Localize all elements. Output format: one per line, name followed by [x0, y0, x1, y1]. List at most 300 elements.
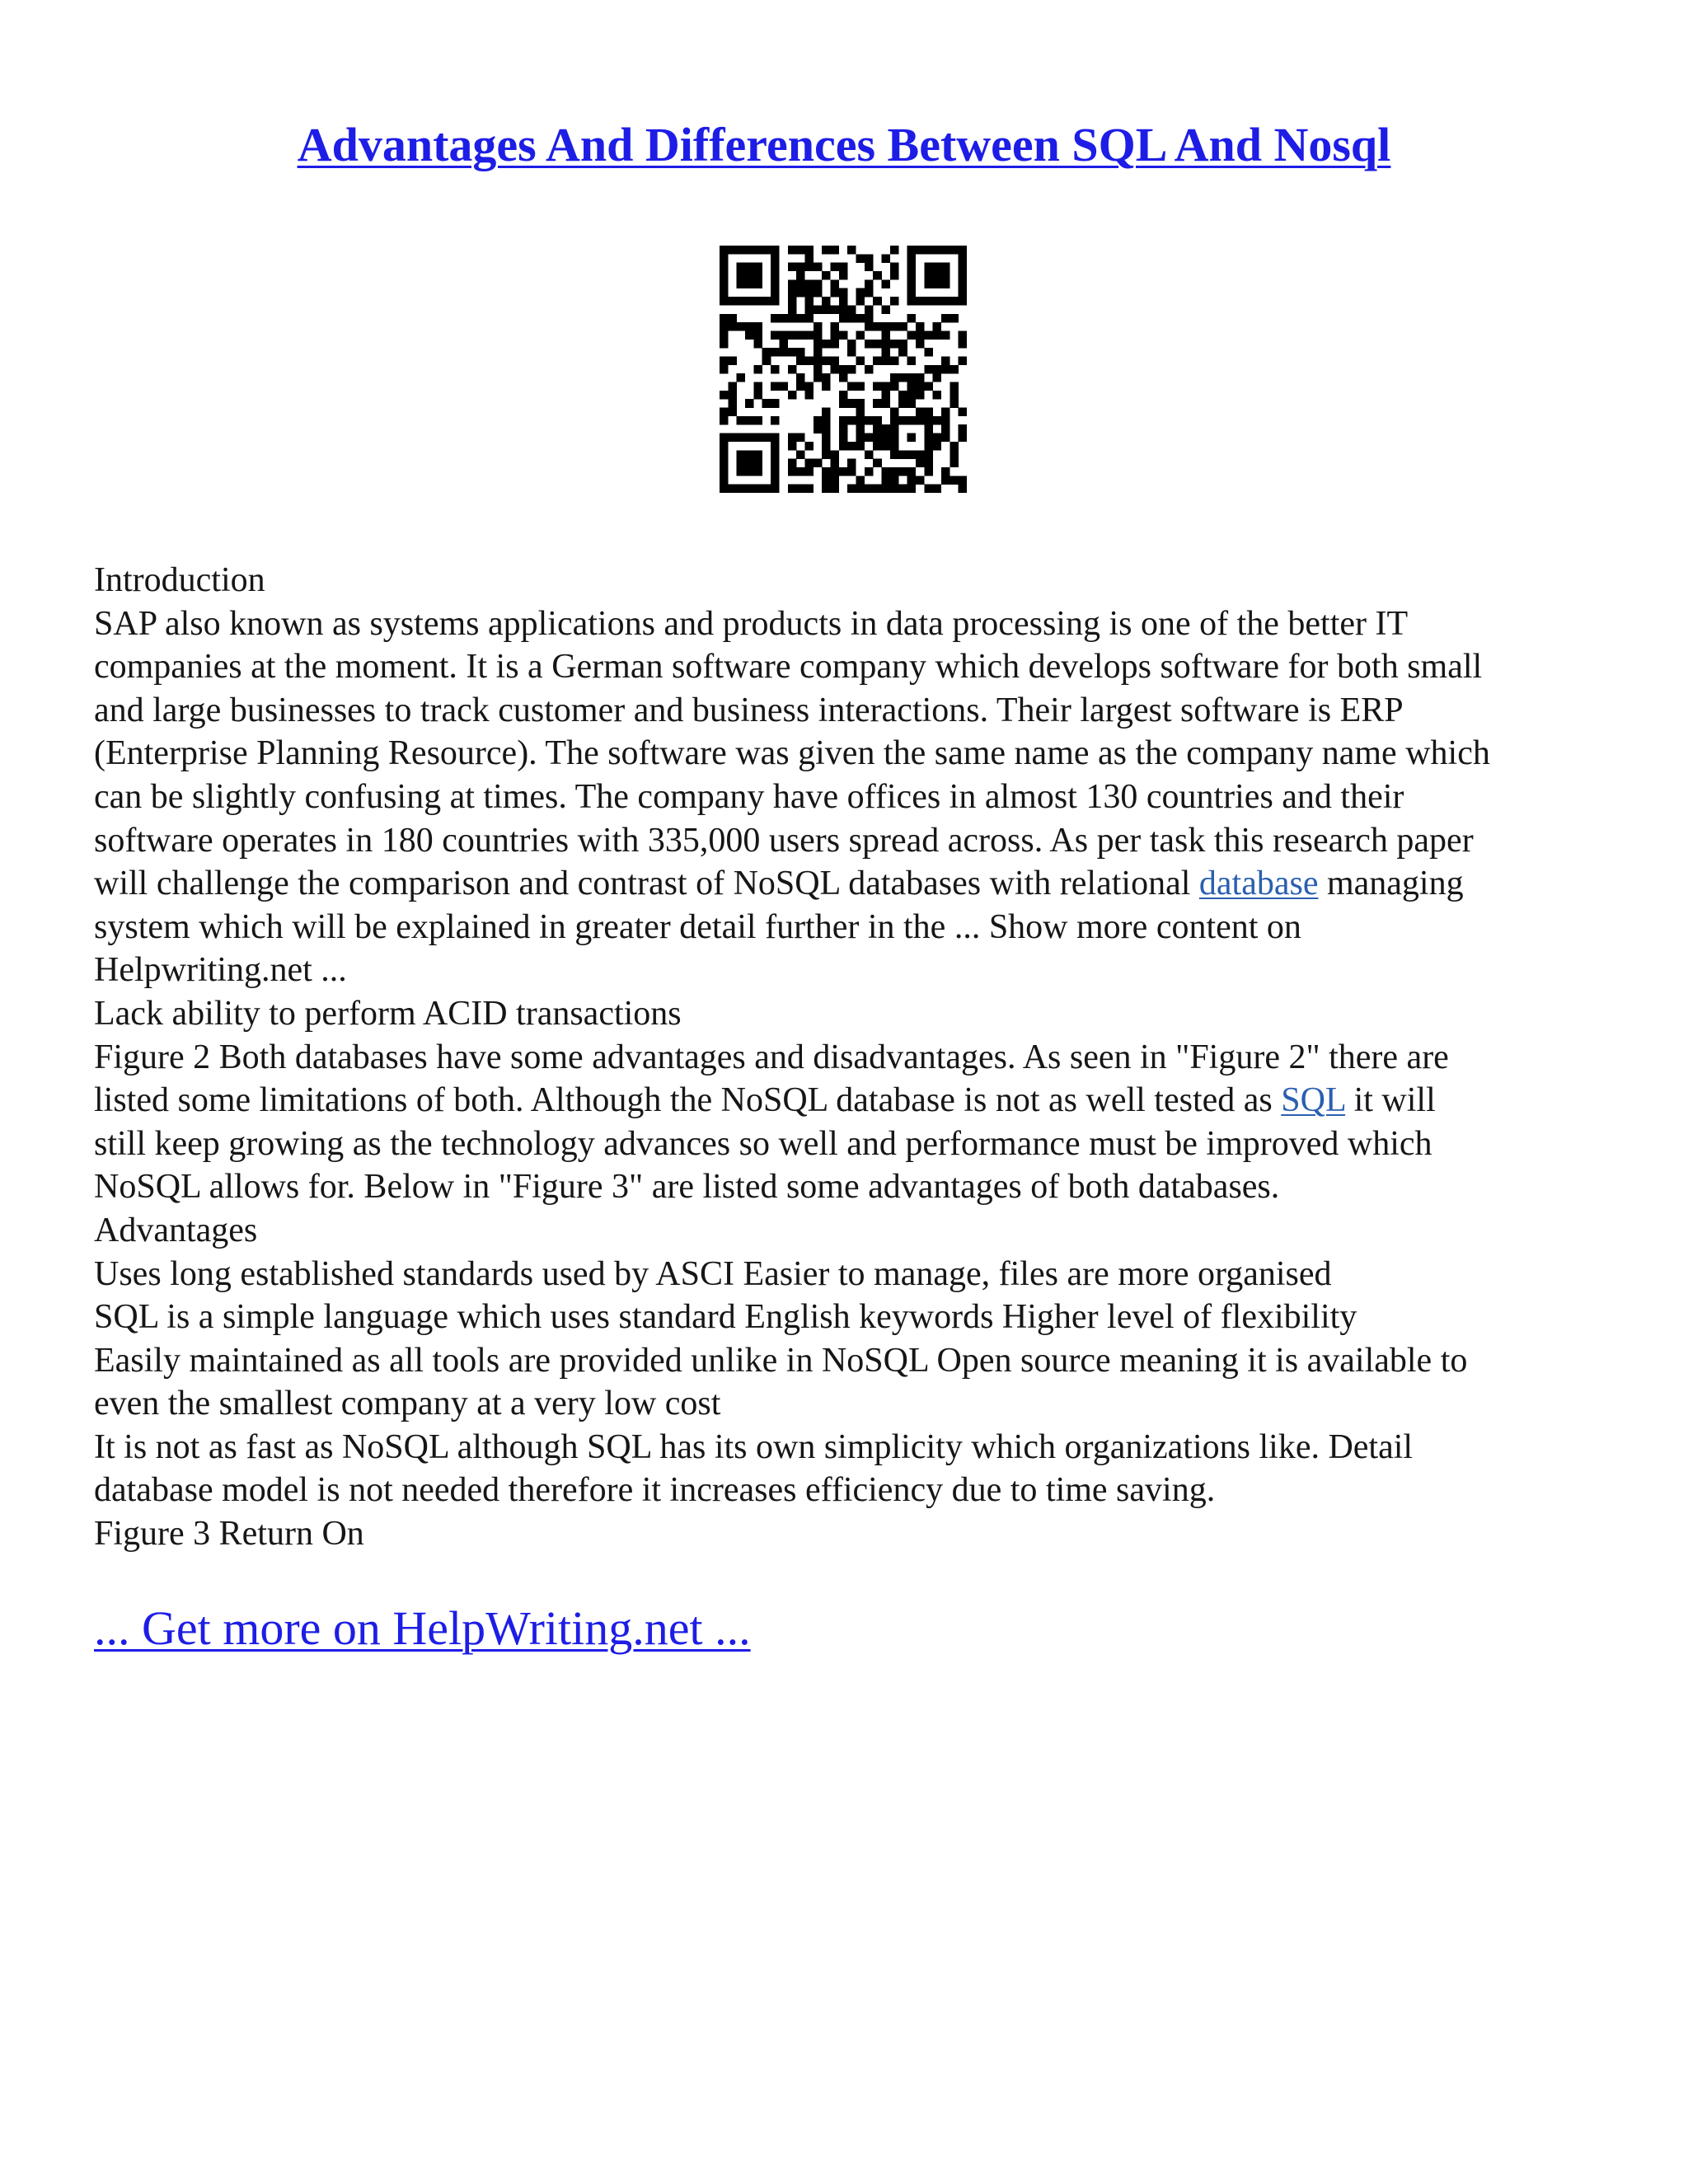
qr-module	[907, 330, 917, 340]
qr-module	[959, 288, 967, 298]
qr-module	[745, 416, 754, 425]
qr-module	[847, 305, 856, 314]
qr-module	[830, 476, 839, 485]
qr-module	[959, 330, 967, 340]
qr-module	[771, 467, 780, 476]
qr-module	[898, 450, 907, 459]
qr-module	[950, 382, 959, 391]
qr-module	[907, 485, 917, 493]
qr-module	[788, 459, 797, 468]
qr-module	[907, 373, 917, 382]
qr-module	[804, 246, 814, 255]
qr-module	[796, 263, 805, 272]
qr-module	[720, 476, 729, 485]
qr-module	[720, 450, 729, 459]
qr-module	[804, 391, 814, 400]
qr-module	[753, 271, 762, 280]
qr-module	[890, 356, 899, 365]
qr-module	[856, 416, 865, 425]
qr-module	[762, 399, 771, 408]
qr-module	[924, 434, 933, 443]
qr-module	[907, 279, 917, 288]
qr-module	[907, 467, 917, 476]
qr-module	[847, 485, 856, 493]
qr-module	[737, 271, 746, 280]
qr-module	[839, 365, 848, 374]
qr-module	[890, 416, 899, 425]
qr-module	[924, 416, 933, 425]
qr-module	[916, 246, 925, 255]
qr-module	[873, 271, 882, 280]
qr-module	[959, 246, 967, 255]
qr-module	[873, 382, 882, 391]
qr-module	[771, 365, 780, 374]
qr-module	[898, 399, 907, 408]
qr-module	[720, 263, 729, 272]
qr-module	[924, 246, 933, 255]
qr-module	[771, 485, 780, 493]
qr-module	[916, 450, 925, 459]
qr-module	[941, 271, 950, 280]
qr-module	[924, 365, 933, 374]
qr-module	[737, 246, 746, 255]
qr-module	[720, 254, 729, 263]
qr-module	[950, 365, 959, 374]
qr-module	[847, 314, 856, 323]
qr-module	[916, 330, 925, 340]
qr-module	[865, 263, 874, 272]
qr-module	[720, 391, 729, 400]
qr-module	[737, 322, 746, 331]
qr-module	[804, 254, 814, 263]
qr-module	[933, 271, 942, 280]
body-line	[94, 1079, 1611, 1122]
qr-module	[959, 356, 967, 365]
qr-module	[941, 408, 950, 417]
qr-module	[916, 459, 925, 468]
qr-module	[745, 279, 754, 288]
qr-module	[959, 263, 967, 272]
qr-module	[865, 279, 874, 288]
qr-module	[753, 297, 762, 306]
qr-module	[737, 459, 746, 468]
qr-module	[941, 476, 950, 485]
qr-module	[924, 263, 933, 272]
qr-module	[865, 288, 874, 298]
qr-module	[737, 450, 746, 459]
qr-module	[941, 467, 950, 476]
qr-module	[847, 459, 856, 468]
qr-module	[898, 416, 907, 425]
qr-module	[847, 382, 856, 391]
body-line: still keep growing as the technology advances so well and performance must be improved which	[94, 1124, 1432, 1163]
qr-module	[941, 330, 950, 340]
qr-module	[882, 399, 891, 408]
qr-module	[959, 485, 967, 493]
qr-module	[822, 356, 831, 365]
qr-module	[907, 399, 917, 408]
qr-module	[771, 348, 780, 357]
qr-module	[814, 365, 823, 374]
qr-module	[830, 450, 839, 459]
qr-module	[856, 254, 865, 263]
qr-module	[737, 485, 746, 493]
qr-module	[941, 314, 950, 323]
qr-module	[753, 340, 762, 349]
body-line	[94, 862, 1611, 906]
qr-module	[771, 416, 780, 425]
qr-module	[788, 330, 797, 340]
body-line: database model is not needed therefore it increases efficiency due to time saving.	[94, 1471, 1216, 1510]
qr-module	[720, 442, 729, 451]
qr-module	[941, 434, 950, 443]
qr-module	[933, 373, 942, 382]
qr-module	[796, 467, 805, 476]
qr-module	[924, 459, 933, 468]
qr-module	[745, 322, 754, 331]
qr-module	[839, 391, 848, 400]
qr-module	[839, 373, 848, 382]
get-more-link[interactable]: ... Get more on HelpWriting.net ...	[94, 1601, 751, 1655]
qr-module	[745, 246, 754, 255]
qr-module	[762, 356, 771, 365]
qr-module	[804, 279, 814, 288]
qr-module	[814, 330, 823, 340]
qr-module	[830, 330, 839, 340]
qr-module	[753, 459, 762, 468]
qr-module	[720, 365, 729, 374]
qr-module	[822, 476, 831, 485]
qr-module	[916, 408, 925, 417]
qr-module	[822, 271, 831, 280]
qr-module	[788, 365, 797, 374]
qr-module	[839, 330, 848, 340]
qr-module	[720, 322, 729, 331]
qr-module	[882, 476, 891, 485]
qr-module	[814, 459, 823, 468]
qr-module	[933, 391, 942, 400]
qr-module	[882, 442, 891, 451]
qr-module	[830, 322, 839, 331]
qr-module	[830, 356, 839, 365]
qr-module	[882, 330, 891, 340]
body-line-text: it will	[1345, 1081, 1436, 1120]
qr-module	[814, 416, 823, 425]
qr-module	[796, 330, 805, 340]
qr-module	[822, 373, 831, 382]
qr-module	[771, 330, 780, 340]
qr-module	[898, 467, 907, 476]
qr-module	[941, 416, 950, 425]
body-line-text: managing	[1318, 865, 1464, 903]
qr-module	[873, 434, 882, 443]
qr-module	[924, 330, 933, 340]
body-line: It is not as fast as NoSQL although SQL has its own simplicity which organizations like. Detail	[94, 1427, 1414, 1466]
qr-module	[847, 365, 856, 374]
qr-module	[839, 314, 848, 323]
qr-module	[720, 288, 729, 298]
qr-module	[839, 271, 848, 280]
qr-module	[890, 450, 899, 459]
qr-module	[822, 408, 831, 417]
qr-module	[924, 271, 933, 280]
body-line: SQL is a simple language which uses standard English keywords Higher level of flexibility	[94, 1298, 1357, 1337]
qr-module	[830, 365, 839, 374]
qr-module	[890, 271, 899, 280]
body-line: Introduction	[94, 561, 265, 599]
qr-module	[916, 340, 925, 349]
qr-module	[865, 305, 874, 314]
qr-module	[804, 288, 814, 298]
qr-module	[745, 459, 754, 468]
qr-module	[753, 450, 762, 459]
qr-module	[890, 340, 899, 349]
qr-module	[788, 467, 797, 476]
qr-module	[771, 442, 780, 451]
qr-module	[745, 467, 754, 476]
body-line-text: listed some limitations of both. Although the NoSQL database is not as well tested as	[94, 1081, 1282, 1120]
qr-module	[890, 408, 899, 417]
qr-module	[814, 340, 823, 349]
qr-module	[933, 297, 942, 306]
qr-module	[796, 373, 805, 382]
qr-module	[788, 263, 797, 272]
qr-module	[753, 365, 762, 374]
qr-module	[882, 467, 891, 476]
qr-module	[898, 391, 907, 400]
qr-module	[720, 330, 729, 340]
qr-module	[907, 382, 917, 391]
qr-module	[882, 391, 891, 400]
qr-module	[873, 424, 882, 434]
qr-module	[916, 297, 925, 306]
qr-module	[788, 297, 797, 306]
qr-module	[839, 263, 848, 272]
qr-module	[771, 254, 780, 263]
qr-module	[814, 279, 823, 288]
qr-module	[941, 263, 950, 272]
qr-module	[873, 399, 882, 408]
qr-module	[890, 263, 899, 272]
qr-module	[898, 348, 907, 357]
qr-module	[737, 373, 746, 382]
qr-module	[933, 246, 942, 255]
qr-module	[796, 246, 805, 255]
qr-module	[924, 408, 933, 417]
qr-module	[865, 365, 874, 374]
qr-module	[865, 434, 874, 443]
qr-module	[907, 246, 917, 255]
qr-module	[907, 288, 917, 298]
qr-module	[720, 314, 729, 323]
qr-module	[771, 297, 780, 306]
qr-module	[882, 322, 891, 331]
qr-module	[933, 322, 942, 331]
qr-module	[959, 476, 967, 485]
qr-module	[753, 434, 762, 443]
qr-module	[753, 263, 762, 272]
qr-module	[804, 297, 814, 306]
qr-module	[796, 271, 805, 280]
qr-module	[737, 416, 746, 425]
qr-module	[788, 279, 797, 288]
inline-link-sql[interactable]: SQL	[1281, 1081, 1346, 1120]
qr-module	[890, 322, 899, 331]
qr-module	[796, 382, 805, 391]
qr-module	[788, 305, 797, 314]
body-line-text: will challenge the comparison and contrast of NoSQL databases with relational	[94, 865, 1199, 903]
qr-module	[762, 348, 771, 357]
body-line: can be slightly confusing at times. The company have offices in almost 130 countries and their	[94, 777, 1404, 816]
qr-module	[839, 305, 848, 314]
qr-module	[865, 322, 874, 331]
qr-module	[788, 246, 797, 255]
qr-module	[898, 322, 907, 331]
qr-module	[873, 442, 882, 451]
qr-module	[814, 305, 823, 314]
qr-module	[890, 246, 899, 255]
body-line: even the smallest company at a very low cost	[94, 1385, 721, 1423]
qr-module	[907, 450, 917, 459]
qr-module	[924, 467, 933, 476]
qr-module	[941, 297, 950, 306]
qr-module	[959, 254, 967, 263]
qr-module	[728, 322, 737, 331]
body-line: (Enterprise Planning Resource). The software was given the same name as the company name which	[94, 734, 1490, 773]
qr-module	[753, 391, 762, 400]
qr-module	[856, 356, 865, 365]
qr-module	[933, 434, 942, 443]
qr-module	[933, 279, 942, 288]
qr-module	[873, 485, 882, 493]
qr-module	[753, 322, 762, 331]
qr-module	[941, 424, 950, 434]
qr-module	[737, 434, 746, 443]
qr-module	[788, 348, 797, 357]
qr-module	[933, 330, 942, 340]
qr-module	[865, 450, 874, 459]
qr-module	[796, 314, 805, 323]
qr-module	[924, 297, 933, 306]
title-link[interactable]: Advantages And Differences Between SQL And Nosql	[297, 118, 1391, 171]
qr-module	[865, 416, 874, 425]
qr-module	[830, 459, 839, 468]
qr-module	[941, 356, 950, 365]
qr-module	[804, 305, 814, 314]
inline-link-database[interactable]: database	[1198, 865, 1319, 903]
qr-module	[898, 485, 907, 493]
qr-module	[890, 442, 899, 451]
qr-module	[788, 391, 797, 400]
qr-module	[822, 485, 831, 493]
qr-module	[728, 399, 737, 408]
qr-module	[753, 485, 762, 493]
qr-module	[804, 467, 814, 476]
qr-module	[898, 373, 907, 382]
qr-module	[771, 263, 780, 272]
qr-module	[745, 434, 754, 443]
qr-module	[941, 279, 950, 288]
qr-module	[830, 305, 839, 314]
qr-module	[873, 459, 882, 468]
qr-module	[771, 279, 780, 288]
qr-module	[822, 434, 831, 443]
qr-module	[865, 467, 874, 476]
body-line: Figure 3 Return On	[94, 1515, 364, 1554]
qr-module	[771, 476, 780, 485]
qr-module	[959, 279, 967, 288]
qr-module	[720, 416, 729, 425]
qr-module	[924, 279, 933, 288]
qr-module	[941, 365, 950, 374]
qr-module	[856, 434, 865, 443]
qr-module	[865, 314, 874, 323]
qr-module	[865, 254, 874, 263]
qr-module	[856, 442, 865, 451]
qr-module	[856, 297, 865, 306]
qr-module	[907, 356, 917, 365]
qr-module	[822, 442, 831, 451]
qr-module	[890, 434, 899, 443]
qr-module	[779, 382, 788, 391]
qr-module	[830, 485, 839, 493]
qr-module	[898, 340, 907, 349]
qr-module	[762, 297, 771, 306]
qr-module	[856, 314, 865, 323]
qr-module	[830, 263, 839, 272]
qr-module	[771, 450, 780, 459]
qr-module	[822, 424, 831, 434]
qr-module	[728, 434, 737, 443]
body-line: Uses long established standards used by ASCI Easier to manage, files are more organised	[94, 1254, 1332, 1293]
qr-module	[753, 279, 762, 288]
qr-module	[847, 416, 856, 425]
qr-module	[907, 297, 917, 306]
qr-module	[890, 476, 899, 485]
qr-code-icon	[720, 246, 967, 493]
body-line: software operates in 180 countries with 335,000 users spread across. As per task this research paper	[94, 821, 1474, 860]
qr-module	[839, 424, 848, 434]
qr-module	[873, 356, 882, 365]
qr-module	[814, 263, 823, 272]
qr-module	[771, 459, 780, 468]
qr-module	[959, 434, 967, 443]
qr-module	[822, 305, 831, 314]
qr-module	[830, 467, 839, 476]
qr-module	[839, 467, 848, 476]
qr-module	[847, 348, 856, 357]
qr-module	[720, 485, 729, 493]
qr-module	[959, 271, 967, 280]
qr-module	[753, 382, 762, 391]
qr-module	[796, 348, 805, 357]
qr-module	[830, 246, 839, 255]
qr-module	[950, 297, 959, 306]
qr-module	[856, 382, 865, 391]
qr-module	[916, 391, 925, 400]
qr-module	[779, 330, 788, 340]
qr-module	[959, 424, 967, 434]
qr-module	[847, 467, 856, 476]
qr-module	[916, 416, 925, 425]
qr-module	[753, 330, 762, 340]
qr-module	[847, 399, 856, 408]
qr-module	[890, 382, 899, 391]
qr-module	[959, 340, 967, 349]
page-title[interactable]	[0, 114, 1688, 176]
body-line: Easily maintained as all tools are provided unlike in NoSQL Open source meaning it is available to	[94, 1341, 1468, 1380]
qr-module	[830, 279, 839, 288]
